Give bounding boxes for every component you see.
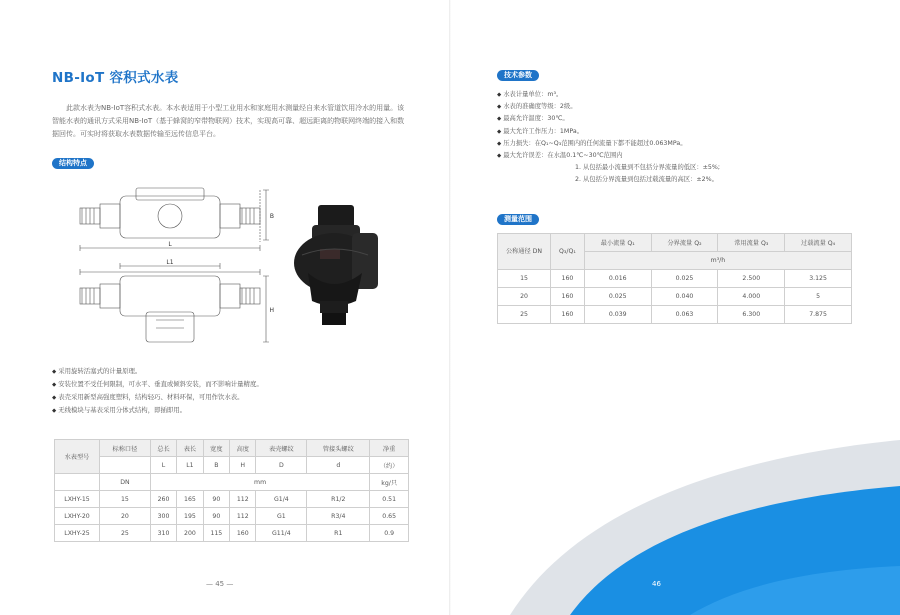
cell-q1: 0.025 [584, 288, 651, 306]
table-row [498, 270, 852, 288]
cell-dd: R1/2 [307, 491, 370, 508]
cell-model: LXHY-20 [55, 508, 100, 525]
page-number-right: 46 [652, 580, 661, 588]
spec-sym-dd: d [307, 457, 370, 474]
cell-l: 310 [150, 525, 176, 542]
cell-q3: 6.300 [718, 306, 785, 324]
cell-dn: 25 [498, 306, 551, 324]
param-item: ◆ 水表的准确度等级：2级。 [497, 101, 720, 113]
spec-col-thread: 表壳螺纹 [256, 440, 307, 457]
cell-weight: 0.9 [370, 525, 409, 542]
cell-d: G1 [256, 508, 307, 525]
feature-item: ◆ 采用旋转活塞式的计量原理。 [52, 365, 263, 378]
feature-item: ◆ 安装位置不受任何限制，可水平、垂直或倾斜安装，而不影响计量精度。 [52, 378, 263, 391]
dimension-drawing [76, 180, 276, 350]
cell-q1: 0.016 [584, 270, 651, 288]
table-row [498, 306, 852, 324]
feature-item: ◆ 无线模块与基表采用分体式结构，即插即用。 [52, 404, 263, 417]
cell-weight: 0.65 [370, 508, 409, 525]
cell-q3: 4.000 [718, 288, 785, 306]
cell-dn: 15 [498, 270, 551, 288]
param-item: ◆ 最高允许温度：30℃。 [497, 113, 720, 125]
flow-unit: m³/h [584, 252, 851, 270]
cell-dn: 15 [100, 491, 151, 508]
dim-label-h: H [269, 307, 274, 314]
cell-ratio: 160 [551, 288, 585, 306]
table-row [55, 508, 409, 525]
param-item: ◆ 最大允许误差：在水温0.1℃~30℃范围内 [497, 150, 720, 162]
spec-unit-mm: mm [150, 474, 370, 491]
cell-q3: 2.500 [718, 270, 785, 288]
spec-col-height: 高度 [230, 440, 256, 457]
spec-unit-dn: DN [100, 474, 151, 491]
page-number-left: — 45 — [206, 580, 234, 588]
spec-sym-h: H [230, 457, 256, 474]
spec-col-model: 水表型号 [55, 440, 100, 474]
cell-model: LXHY-25 [55, 525, 100, 542]
cell-b: 90 [203, 491, 229, 508]
table-row [55, 525, 409, 542]
cell-q4: 7.875 [785, 306, 852, 324]
cell-ratio: 160 [551, 306, 585, 324]
spec-sym-l: L [150, 457, 176, 474]
dim-label-b: B [269, 213, 274, 220]
cell-q1: 0.039 [584, 306, 651, 324]
spec-col-width: 宽度 [203, 440, 229, 457]
spec-sym-b: B [203, 457, 229, 474]
param-item: ◆ 压力损失：在Q₁~Q₃范围内的任何流量下都不能超过0.063MPa。 [497, 138, 720, 150]
cell-dn: 25 [100, 525, 151, 542]
table-row [498, 288, 852, 306]
cell-h: 112 [230, 491, 256, 508]
flow-table [497, 233, 852, 324]
param-sub-item: 2. 从包括分界流量到包括过载流量的高区：±2%。 [575, 176, 718, 184]
cell-l1: 200 [177, 525, 203, 542]
cell-h: 160 [230, 525, 256, 542]
flow-col-q3: 常用流量 Q₃ [718, 234, 785, 252]
feature-list [52, 365, 263, 417]
cell-b: 115 [203, 525, 229, 542]
dim-label-l1: L1 [166, 259, 174, 266]
cell-model: LXHY-15 [55, 491, 100, 508]
flow-col-ratio: Q₃/Q₁ [551, 234, 585, 270]
flow-col-dn: 公称通径 DN [498, 234, 551, 270]
section-label-structure: 结构特点 [52, 158, 94, 169]
cell-l1: 195 [177, 508, 203, 525]
flow-col-q1: 最小流量 Q₁ [584, 234, 651, 252]
param-item: ◆ 最大允许工作压力：1MPa。 [497, 126, 720, 138]
section-label-params: 技术参数 [497, 70, 539, 81]
cell-h: 112 [230, 508, 256, 525]
feature-item: ◆ 表壳采用新型高强度塑料，结构轻巧、材料环保，可用作饮水表。 [52, 391, 263, 404]
section-label-range: 测量范围 [497, 214, 539, 225]
cell-q4: 3.125 [785, 270, 852, 288]
spec-sym-weight: （约） [370, 457, 409, 474]
cell-q2: 0.025 [651, 270, 718, 288]
cell-d: G11/4 [256, 525, 307, 542]
cell-l1: 165 [177, 491, 203, 508]
cell-dd: R3/4 [307, 508, 370, 525]
cell-l: 260 [150, 491, 176, 508]
spec-unit-kg: kg/只 [370, 474, 409, 491]
spec-col-dn: 标称口径 [100, 440, 151, 457]
flow-col-q2: 分界流量 Q₂ [651, 234, 718, 252]
spec-sym-l1: L1 [177, 457, 203, 474]
cell-weight: 0.51 [370, 491, 409, 508]
book-spine [449, 0, 451, 615]
flow-col-q4: 过载流量 Q₄ [785, 234, 852, 252]
param-sub-item: 1. 从包括最小流量到不包括分界流量的低区：±5%; [575, 164, 721, 172]
param-list [497, 89, 720, 187]
spec-table [54, 439, 409, 542]
cell-l: 300 [150, 508, 176, 525]
param-item: ◆ 水表计量单位：m³。 [497, 89, 720, 101]
cell-b: 90 [203, 508, 229, 525]
cell-q2: 0.040 [651, 288, 718, 306]
table-row [55, 491, 409, 508]
cell-q4: 5 [785, 288, 852, 306]
spec-col-weight: 净重 [370, 440, 409, 457]
cell-dd: R1 [307, 525, 370, 542]
cell-dn: 20 [498, 288, 551, 306]
intro-paragraph: 此款水表为NB-IoT容积式水表。本水表适用于小型工业用水和家庭用水测量经自来水管道饮用冷水的用量。该智能水表的通讯方式采用NB-IoT（基于蜂窝的窄带物联网）技术，实现高可靠、超远距离的物联网终端的接入和数据回传。可实时将获取水表数据传输至远传信息平台。 [52, 104, 405, 138]
dim-label-l: L [168, 241, 172, 248]
spec-col-length: 总长 [150, 440, 176, 457]
meter-product-photo [290, 203, 383, 328]
spec-sym-d: D [256, 457, 307, 474]
page-title: NB-IoT 容积式水表 [52, 70, 179, 86]
spec-col-body: 表长 [177, 440, 203, 457]
cell-q2: 0.063 [651, 306, 718, 324]
spec-col-joint: 管接头螺纹 [307, 440, 370, 457]
cell-ratio: 160 [551, 270, 585, 288]
cell-d: G1/4 [256, 491, 307, 508]
cell-dn: 20 [100, 508, 151, 525]
